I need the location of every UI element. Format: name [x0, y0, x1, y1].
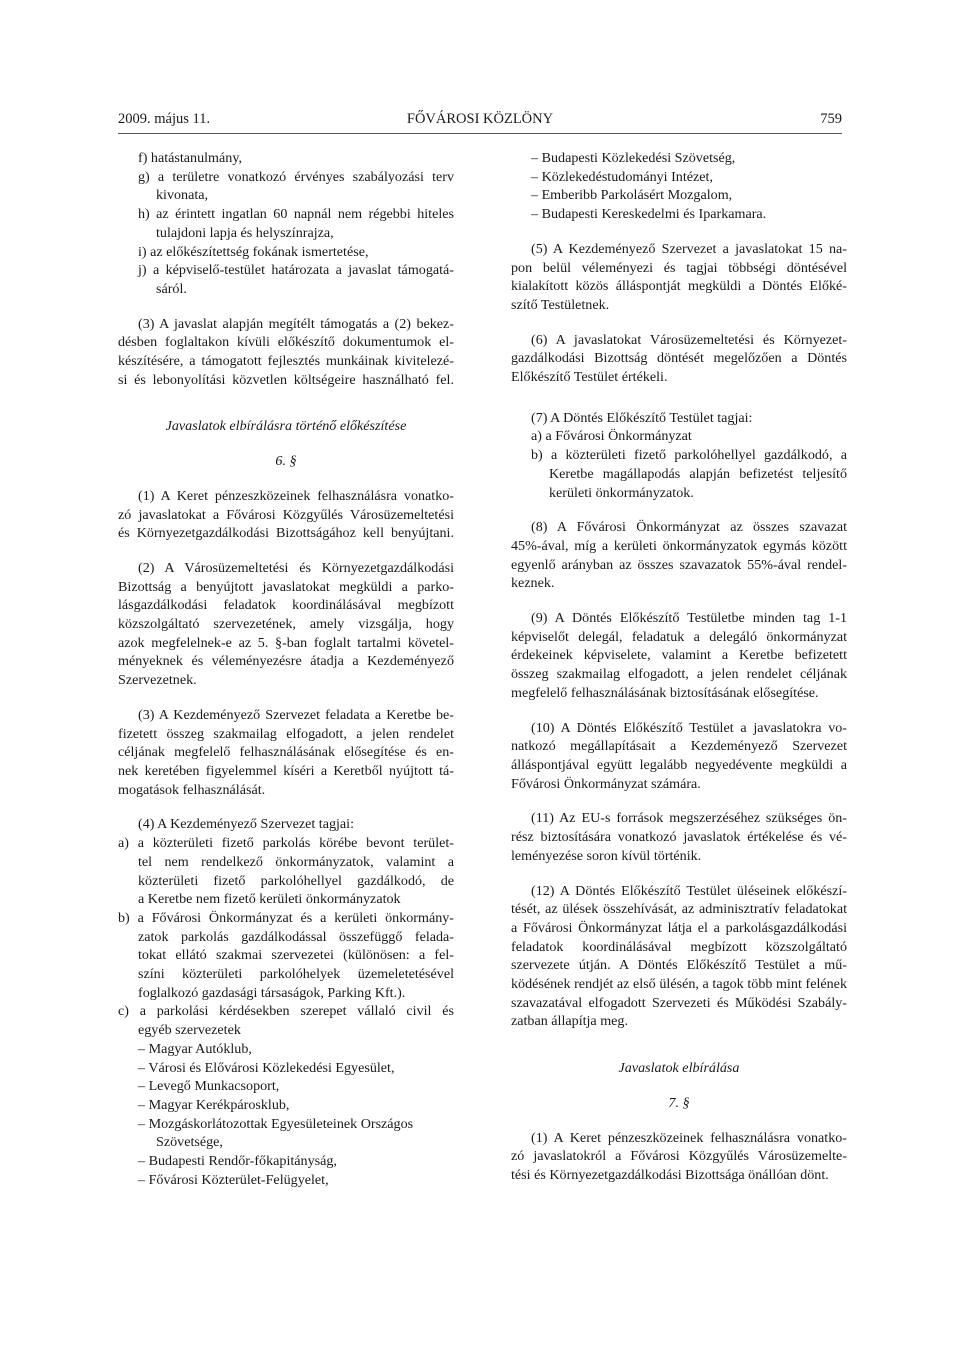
- text-line: megfelelő felhasználásának biztosításának elősegítése.: [511, 684, 819, 701]
- text-line: színi közterületi parkolóhelyek üzemeletetésével: [138, 966, 454, 983]
- text-line: lásgazdálkodási feladatok koordinálásával megbízott: [118, 597, 454, 614]
- paragraph-6: [511, 331, 847, 387]
- text-line: si és lebonyolítási közvetlen költségeire használható fel.: [118, 371, 454, 388]
- paragraph-5: [511, 240, 847, 315]
- text-line: kialakított közös álláspontját megküldi a Döntés Előké-: [511, 278, 847, 295]
- text-line: céljának megfelelő felhasználásának elősegítése és en-: [118, 744, 454, 761]
- list-item-c: c) a parkolási kérdésekben szerepet vállaló civil és: [118, 1003, 454, 1020]
- text-line: Szervezetnek.: [118, 672, 197, 689]
- dash-item: – Magyar Kerékpárosklub,: [138, 1096, 290, 1113]
- paragraph-7: [511, 409, 847, 503]
- dash-item: – Budapesti Közlekedési Szövetség,: [531, 150, 736, 166]
- text-line: álláspontjával együtt legalább negyedévente megküldi a: [511, 756, 847, 773]
- list-item-i: i) az előkészítettség fokának ismertetése,: [138, 243, 369, 260]
- text-line: tel nem rendelkező önkormányzatok, valamint a: [138, 853, 454, 870]
- dash-item: – Budapesti Kereskedelmi és Iparkamara.: [531, 206, 767, 223]
- text-line: feladatok koordinálásával megbízott közszolgáltató: [511, 938, 847, 955]
- text-line: 45%-ával, míg a kerületi önkormányzatok egymás között: [511, 537, 847, 554]
- list-item-j: j) a képviselő-testület határozata a javaslat támogatá-: [138, 262, 454, 279]
- text-line: (5) A Kezdeményező Szervezet a javaslatokat 15 na-: [531, 240, 847, 257]
- text-line: désben foglaltakon kívüli előkészítő dokumentumok el-: [118, 334, 454, 351]
- text-line: (1) A Keret pénzeszközeinek felhasználásra vonatko-: [531, 1129, 847, 1146]
- list-item-f: f) hatástanulmány,: [138, 150, 242, 166]
- paragraph-10: [511, 719, 847, 794]
- text-line: leményezése soron kívül történik.: [511, 847, 702, 864]
- list-item-g: g) a területre vonatkozó érvényes szabályozási terv: [138, 168, 454, 185]
- text-line: összeg szakmailag elfogadott, a jelen rendelet céljának: [511, 666, 847, 683]
- text-line: szervezete útján. A Döntés Előkészítő Testület a mű-: [511, 957, 847, 974]
- paragraph-11: [511, 809, 847, 865]
- text-line: Előkészítő Testület értékeli.: [511, 369, 668, 386]
- page-header: [118, 111, 842, 131]
- dash-item: – Emberibb Parkolásért Mozgalom,: [531, 187, 733, 204]
- text-line: és Környezetgazdálkodási Bizottságához kell benyújtani.: [118, 525, 454, 542]
- text-line: rész biztosítására vonatkozó javaslatok értékelése és vé-: [511, 829, 847, 846]
- text-line: tokat ellátó szakmai szervezetei (különösen: a fel-: [138, 947, 454, 964]
- page-number: 759: [820, 111, 842, 127]
- text-line: (9) A Döntés Előkészítő Testületbe minden tag 1-1: [531, 610, 847, 627]
- list-item-h-cont: tulajdoni lapja és helyszínrajza,: [156, 224, 334, 241]
- list-item-a: a) a Fővárosi Önkormányzat: [531, 428, 692, 445]
- journal-title: FŐVÁROSI KÖZLÖNY: [406, 111, 554, 127]
- text-line: natkozó megállapításait a Kezdeményező Szervezet: [511, 738, 847, 755]
- text-line: keznek.: [511, 575, 555, 592]
- dash-item: – Közlekedéstudományi Intézet,: [531, 168, 713, 185]
- dash-item: – Mozgáskorlátozottak Egyesületeinek Országos: [138, 1115, 414, 1132]
- text-line: Fővárosi Önkormányzat számára.: [511, 775, 701, 792]
- paragraph-3: [118, 315, 454, 390]
- text-line: zó javaslatokról a Fővárosi Közgyűlés Városüzemelte-: [511, 1148, 847, 1165]
- dash-item: – Magyar Autóklub,: [138, 1040, 252, 1057]
- text-line: (8) A Fővárosi Önkormányzat az összes szavazat: [531, 519, 847, 536]
- text-line: (7) A Döntés Előkészítő Testület tagjai:: [531, 409, 753, 426]
- section-subtitle: Javaslatok elbírálásra történő előkészítése: [165, 418, 407, 435]
- text-line: (11) Az EU-s források megszerzéséhez szükséges ön-: [531, 810, 847, 827]
- dash-item: – Levegő Munkacsoport,: [138, 1078, 280, 1095]
- dash-item: – Budapesti Rendőr-főkapitányság,: [138, 1153, 337, 1170]
- left-column: [118, 149, 454, 1189]
- text-line: tését, az ülések összehívását, az adminisztratív feladatokat: [511, 901, 847, 918]
- text-line: szítő Testületnek.: [511, 296, 610, 313]
- text-line: a Fővárosi Önkormányzat látja el a parkolásgazdálkodási: [511, 919, 847, 936]
- text-line: készítésére, a támogatott fejlesztés munkáinak kivitelezé-: [118, 353, 454, 370]
- paragraph-12: [511, 882, 847, 1032]
- list-item-a: a) a közterületi fizető parkolás körébe bevont terület-: [118, 835, 454, 852]
- text-line: pon belül véleményezi és tagjai többségi döntésével: [511, 259, 847, 276]
- text-line: közterületi fizető parkolóhellyel gazdálkodó, de: [138, 872, 454, 889]
- section-heading-7: 7. §: [668, 1094, 690, 1111]
- text-line: (12) A Döntés Előkészítő Testület üléseinek előkészí-: [531, 882, 847, 899]
- paragraph-8: [511, 518, 847, 593]
- paragraph-6-3: [118, 706, 454, 800]
- text-line: érdekeinek képviselete, valamint a Keretbe befizetett: [511, 647, 847, 664]
- text-line: fizetett összeg szakmailag elfogadott, a jelen rendelet: [118, 725, 454, 742]
- text-line: (4) A Kezdeményező Szervezet tagjai:: [138, 816, 355, 833]
- dash-list: [511, 149, 847, 224]
- paragraph-6-1: [118, 487, 454, 543]
- paragraph-9: [511, 609, 847, 703]
- paragraph-6-2: [118, 559, 454, 690]
- text-line: Bizottság a benyújtott javaslatokat megküldi a parko-: [118, 578, 454, 595]
- list-item-h: h) az érintett ingatlan 60 napnál nem régebbi hiteles: [138, 206, 454, 223]
- dash-item: – Városi és Elővárosi Közlekedési Egyesület,: [138, 1059, 395, 1076]
- text-line: egyenlő arányban az összes szavazatok 55%-ával rendel-: [511, 556, 847, 573]
- text-line: foglalkozó gazdasági társaságok, Parking Kft.).: [138, 984, 406, 1001]
- list-f-to-j: [118, 149, 454, 299]
- header-rule: [118, 133, 842, 134]
- text-line: (3) A Kezdeményező Szervezet feladata a Keretbe be-: [138, 706, 454, 723]
- text-line: szavazatával elfogadott Szervezeti és Működési Szabály-: [511, 994, 847, 1011]
- text-line: ködésének rendjét az első ülésén, a tagok több mint felének: [511, 976, 847, 993]
- text-line: ményeknek és véleményezésre átadja a Kezdeményező: [118, 653, 454, 670]
- text-line: zatok parkolás gazdálkodással összefüggő felada-: [138, 928, 454, 945]
- paragraph-6-4: [118, 815, 454, 1189]
- issue-date: 2009. május 11.: [118, 111, 211, 127]
- text-line: egyéb szervezetek: [138, 1022, 241, 1039]
- text-line: gazdálkodási Bizottság döntését megelőzően a Döntés: [511, 350, 847, 367]
- list-item-b: b) a Fővárosi Önkormányzat és a kerületi önkormány-: [118, 909, 454, 926]
- section-subtitle: Javaslatok elbírálása: [618, 1060, 740, 1077]
- text-line: (6) A javaslatokat Városüzemeltetési és Környezet-: [531, 331, 847, 348]
- text-line: (10) A Döntés Előkészítő Testület a javaslatokra vo-: [531, 719, 847, 736]
- text-line: (1) A Keret pénzeszközeinek felhasználásra vonatko-: [138, 487, 454, 504]
- text-line: nek keretében figyelemmel kíséri a Keretből nyújtott tá-: [118, 762, 454, 779]
- text-line: zó javaslatokat a Fővárosi Közgyűlés Városüzemeltetési: [118, 506, 454, 523]
- text-line: (3) A javaslat alapján megítélt támogatás a (2) bekez-: [138, 315, 454, 332]
- section-heading-6: 6. §: [275, 453, 297, 470]
- list-item-j-cont: sáról.: [156, 280, 187, 297]
- right-column: [511, 149, 847, 1185]
- text-line: kerületi önkormányzatok.: [549, 484, 694, 501]
- text-line: Keretbe magállapodás alapján befizetést teljesítő: [549, 465, 847, 482]
- text-line: (2) A Városüzemeltetési és Környezetgazdálkodási: [138, 559, 454, 576]
- list-item-g-cont: kivonata,: [156, 187, 209, 204]
- paragraph-7-1: [511, 1129, 847, 1185]
- text-line: tési és Környezetgazdálkodási Bizottsága önállóan dönt.: [511, 1166, 829, 1183]
- text-line: képviselőt delegál, feladatuk a delegáló önkormányzat: [511, 628, 847, 645]
- dash-item-cont: Szövetsége,: [156, 1134, 223, 1151]
- text-line: zatban állapítja meg.: [511, 1013, 629, 1030]
- text-line: azok megfelelnek-e az 5. §-ban foglalt tartalmi követel-: [118, 634, 454, 651]
- text-line: a Keretbe nem fizető kerületi önkormányzatok: [138, 891, 401, 908]
- text-line: mogatások felhasználását.: [118, 781, 266, 798]
- dash-item: – Fővárosi Közterület-Felügyelet,: [138, 1171, 329, 1188]
- list-item-b: b) a közterületi fizető parkolóhellyel gazdálkodó, a: [531, 447, 847, 464]
- text-line: közszolgáltató szervezetének, amely vizsgálja, hogy: [118, 616, 454, 633]
